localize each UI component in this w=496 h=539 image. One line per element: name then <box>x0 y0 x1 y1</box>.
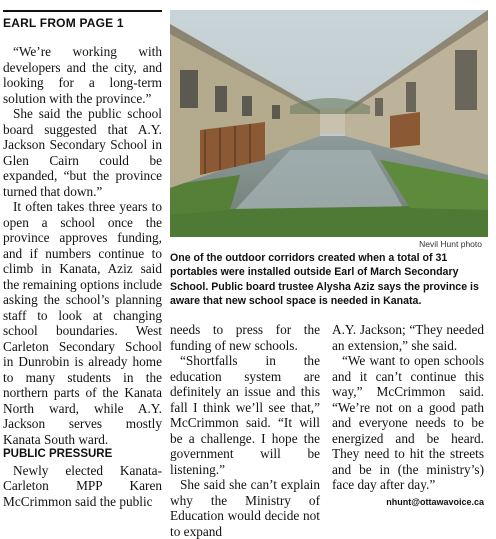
paragraph: She said the public school board suggested that A.Y. Jackson Secondary School in Glen Cairn could be expanded, “but the province turned that down.” <box>3 106 162 199</box>
article-column-2 <box>170 322 320 539</box>
article-column-3 <box>332 322 484 510</box>
portables-photo <box>170 10 488 237</box>
paragraph: “We’re working with developers and the city, and looking for a long-term solution with the province.” <box>3 44 162 106</box>
photo-caption: One of the outdoor corridors created when a total of 31 portables were installed outside Earl of March Secondary School. Public board trustee Alysha Aziz says the province is aware that new school space is needed in Kanata. <box>170 252 479 307</box>
article-column-1 <box>3 44 162 509</box>
photo-credit: Nevil Hunt photo <box>419 239 482 249</box>
paragraph: needs to press for the funding of new schools. <box>170 322 320 353</box>
paragraph: “We want to open schools and it can’t continue this way,” McCrimmon said. “We’re not on a good path and everyone needs to be energized and be heard. They need to hit the streets and be in (the ministry’s) face day after day.” <box>332 353 484 492</box>
paragraph: She said she can’t explain why the Ministry of Education would decide not to expand <box>170 477 320 539</box>
paragraph: “Shortfalls in the education system are definitely an issue and this fall I think we’ll see that,” McCrimmon said. “It will be a challenge. I hope the government will be listening.” <box>170 353 320 477</box>
paragraph: It often takes three years to open a school once the province approves funding, and if numbers continue to climb in Kanata, Aziz said the remaining options include asking the school’s planning staff to look at changing school boundaries. West Carleton Secondary School in Dunrobin is already home to many students in the northern parts of the Kanata North ward, while A.Y. Jackson serves mostly Kanata South ward. <box>3 199 162 447</box>
kicker-rule <box>3 10 162 12</box>
subheading: PUBLIC PRESSURE <box>3 448 113 460</box>
paragraph: Newly elected Kanata-Carleton MPP Karen McCrimmon said the public <box>3 462 162 509</box>
paragraph: A.Y. Jackson; “They needed an extension,” she said. <box>332 322 484 353</box>
photo-illustration <box>170 10 488 237</box>
continuation-kicker: EARL FROM PAGE 1 <box>3 16 124 30</box>
author-email: nhunt@ottawavoice.ca <box>386 496 484 507</box>
